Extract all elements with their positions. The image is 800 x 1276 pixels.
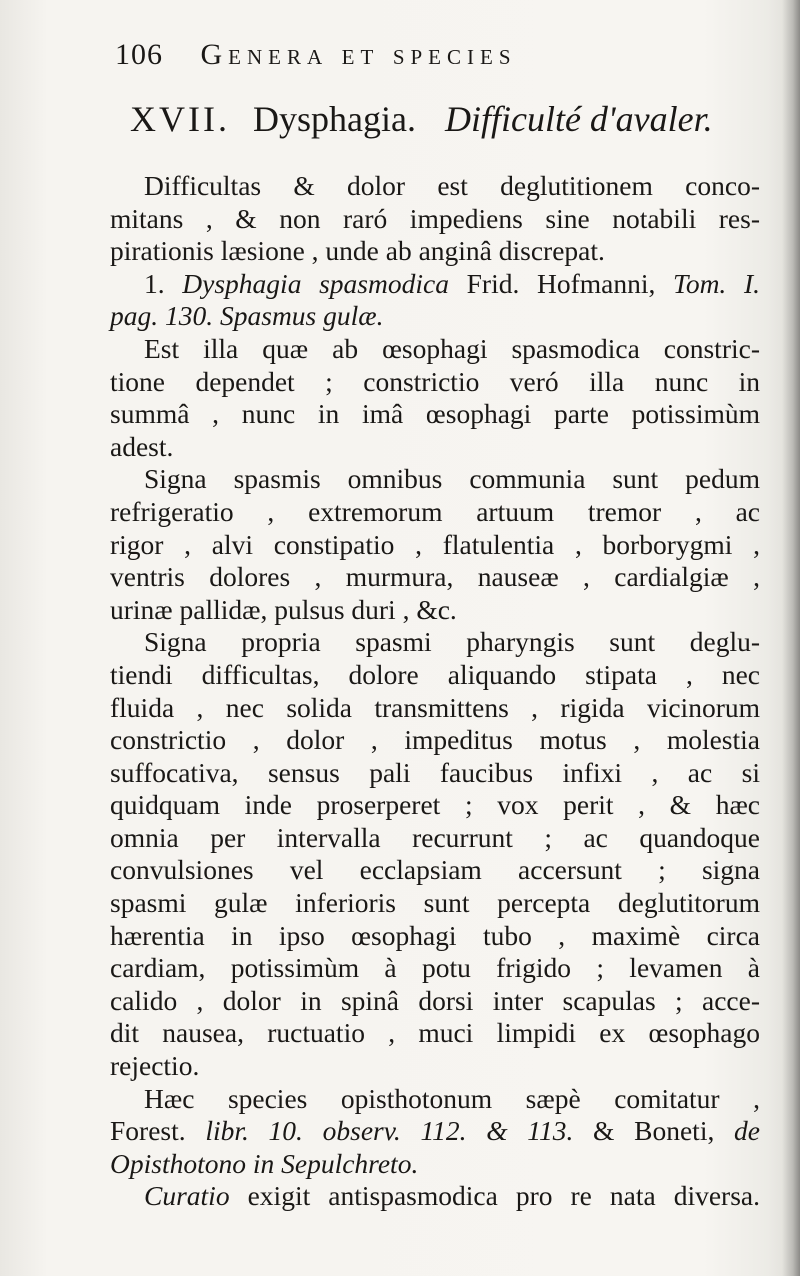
text-line	[110, 1180, 760, 1213]
running-title: Genera et species	[200, 38, 517, 71]
text-line: hærentia in ipso œsophagi tubo , maximè circa	[110, 919, 760, 951]
text-line: omnia per intervalla recurrunt ; ac quandoque	[110, 821, 760, 853]
chapter-french-name: Difficulté d'avaler.	[444, 99, 713, 139]
page-edge-shadow	[782, 0, 800, 1276]
body-text	[110, 170, 760, 1213]
running-head	[115, 38, 755, 78]
text-line: urinæ pallidæ, pulsus duri , &c.	[110, 593, 457, 625]
text-line: suffocativa, sensus pali faucibus infixi , ac si	[110, 756, 760, 788]
text-line: Signa propria spasmi pharyngis sunt deglu-	[144, 626, 760, 658]
text-line: mitans , & non raró impediens sine notabili res-	[110, 202, 760, 234]
text-line: Difficultas & dolor est deglutitionem conco-	[144, 170, 760, 201]
text-segment: Frid. Hofmanni,	[448, 267, 674, 299]
text-line: Hæc species opisthotonum sæpè comitatur ,	[144, 1082, 760, 1114]
text-segment: exigit antispasmodica pro re nata diversa.	[229, 1180, 760, 1212]
text-line	[110, 1115, 760, 1148]
text-line: constrictio , dolor , impeditus motus , molestia	[110, 724, 760, 756]
text-segment: Curatio	[144, 1180, 230, 1212]
text-line	[110, 300, 760, 333]
text-line: pirationis læsione , unde ab anginâ discrepat.	[110, 235, 605, 267]
text-line: tiendi difficultas, dolore aliquando stipata , nec	[110, 658, 760, 690]
text-line: ventris dolores , murmura, nauseæ , cardialgiæ ,	[110, 561, 760, 593]
text-line: rejectio.	[110, 1050, 200, 1082]
chapter-title	[130, 98, 770, 150]
text-segment: de	[734, 1115, 760, 1147]
text-segment: Dysphagia spasmodica	[182, 267, 449, 299]
text-segment: Tom. I.	[673, 267, 760, 299]
text-line: cardiam, potissimùm à potu frigido ; levamen à	[110, 952, 760, 984]
text-line: fluida , nec solida transmittens , rigida vicinorum	[110, 691, 760, 723]
text-segment: pag. 130. Spasmus gulæ.	[110, 300, 384, 332]
text-segment: libr. 10. observ. 112. & 113.	[205, 1115, 574, 1147]
text-line: tione dependet ; constrictio veró illa nunc in	[110, 365, 760, 397]
text-segment: 1.	[144, 267, 183, 299]
text-line	[110, 268, 760, 301]
chapter-number: XVII.	[130, 99, 230, 139]
text-segment: Opisthotono in Sepulchreto.	[110, 1147, 419, 1179]
text-segment: Forest.	[110, 1115, 206, 1147]
text-line: rigor , alvi constipatio , flatulentia , borborygmi ,	[110, 528, 760, 560]
text-line	[110, 1148, 760, 1181]
chapter-name: Dysphagia.	[252, 99, 416, 139]
text-line: calido , dolor in spinâ dorsi inter scapulas ; acce-	[110, 984, 760, 1016]
page-number: 106	[115, 38, 163, 71]
text-line: adest.	[110, 430, 174, 462]
text-line: summâ , nunc in imâ œsophagi parte potissimùm	[110, 398, 760, 430]
text-segment: & Boneti,	[573, 1115, 735, 1147]
text-line: refrigeratio , extremorum artuum tremor , ac	[110, 495, 760, 527]
text-line: Signa spasmis omnibus communia sunt pedum	[144, 463, 760, 495]
text-line: dit nausea, ructuatio , muci limpidi ex œsophago	[110, 1017, 760, 1049]
text-line: Est illa quæ ab œsophagi spasmodica constric-	[144, 332, 760, 364]
text-line: quidquam inde proserperet ; vox perit , & hæc	[110, 789, 760, 821]
text-line: convulsiones vel ecclapsiam accersunt ; signa	[110, 854, 760, 886]
text-line: spasmi gulæ inferioris sunt percepta deglutitorum	[110, 887, 760, 919]
